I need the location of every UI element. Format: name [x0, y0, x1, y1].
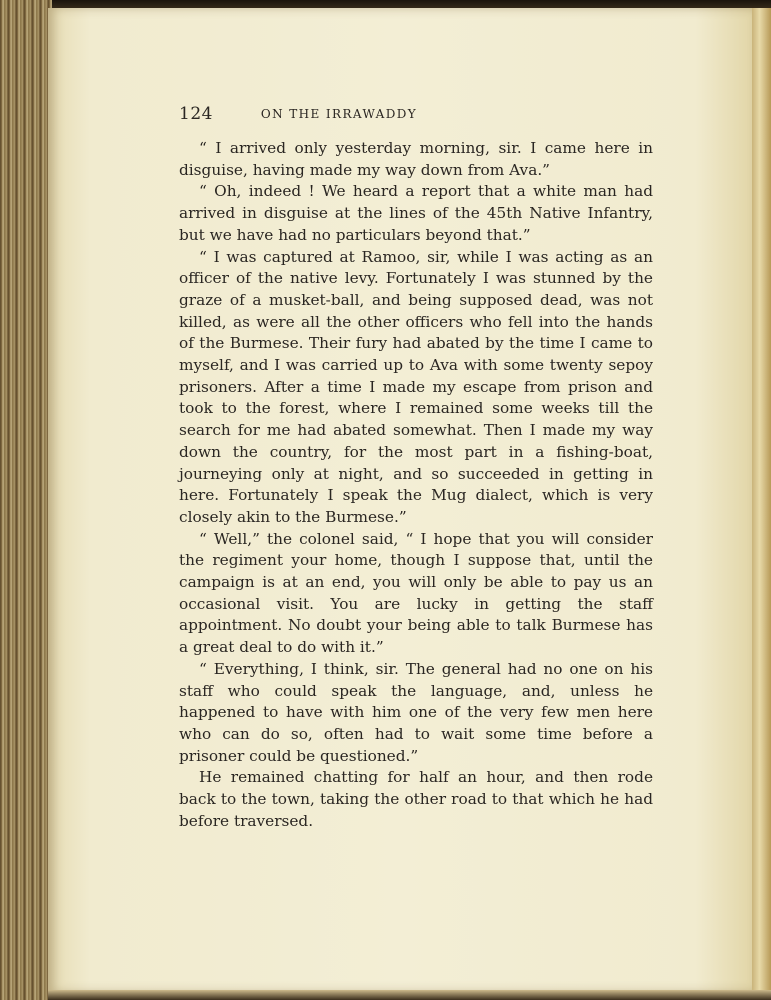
- page-header: [179, 104, 653, 124]
- page-number: 124: [179, 104, 213, 124]
- paragraph: “ Well,” the colonel said, “ I hope that you will consider the regiment your home, though I suppose that, until the campaign is at an end, you will only be able to pay us an occasional visit. You are lucky in getting the staff appointment. No doubt your being able to talk Burmese has a great deal to do with it.”: [179, 529, 653, 657]
- paragraph: He remained chatting for half an hour, and then rode back to the town, taking the other road to that which he had before traversed.: [179, 768, 653, 830]
- running-title: ON THE IRRAWADDY: [260, 107, 418, 121]
- paragraph: “ I was captured at Ramoo, sir, while I was acting as an officer of the native levy. Fortunately I was stunned by the graze of a musket-ball, and being supposed dead, was not killed, as were all the other officers who fell into the hands of the Burmese. Their fury had abated by the time I came to myself, and I was carried up to Ava with some twenty sepoy prisoners. After a time I made my escape from prison and took to the forest, where I remained some weeks till the search for me had abated somewhat. Then I made my way down the country, for the most part in a fishing-boat, journeying only at night, and so succeeded in getting in here. Fortunately I speak the Mug dialect, which is very closely akin to the Burmese.”: [179, 247, 653, 526]
- bottom-page-edge: [48, 990, 771, 1000]
- paragraph: “ Everything, I think, sir. The general had no one on his staff who could speak the language, and, unless he happened to have with him one of the very few men here who can do so, often had to wait some time before a prisoner could be questioned.”: [179, 659, 653, 765]
- stacked-page-edges: [0, 0, 52, 1000]
- page-body: [179, 138, 653, 833]
- right-page-edge: [752, 8, 771, 1000]
- paragraph: “ I arrived only yesterday morning, sir. I came here in disguise, having made my way down from Ava.”: [179, 139, 653, 179]
- paragraph: “ Oh, indeed ! We heard a report that a white man had arrived in disguise at the lines of the 45th Native Infantry, but we have had no particulars beyond that.”: [179, 182, 653, 244]
